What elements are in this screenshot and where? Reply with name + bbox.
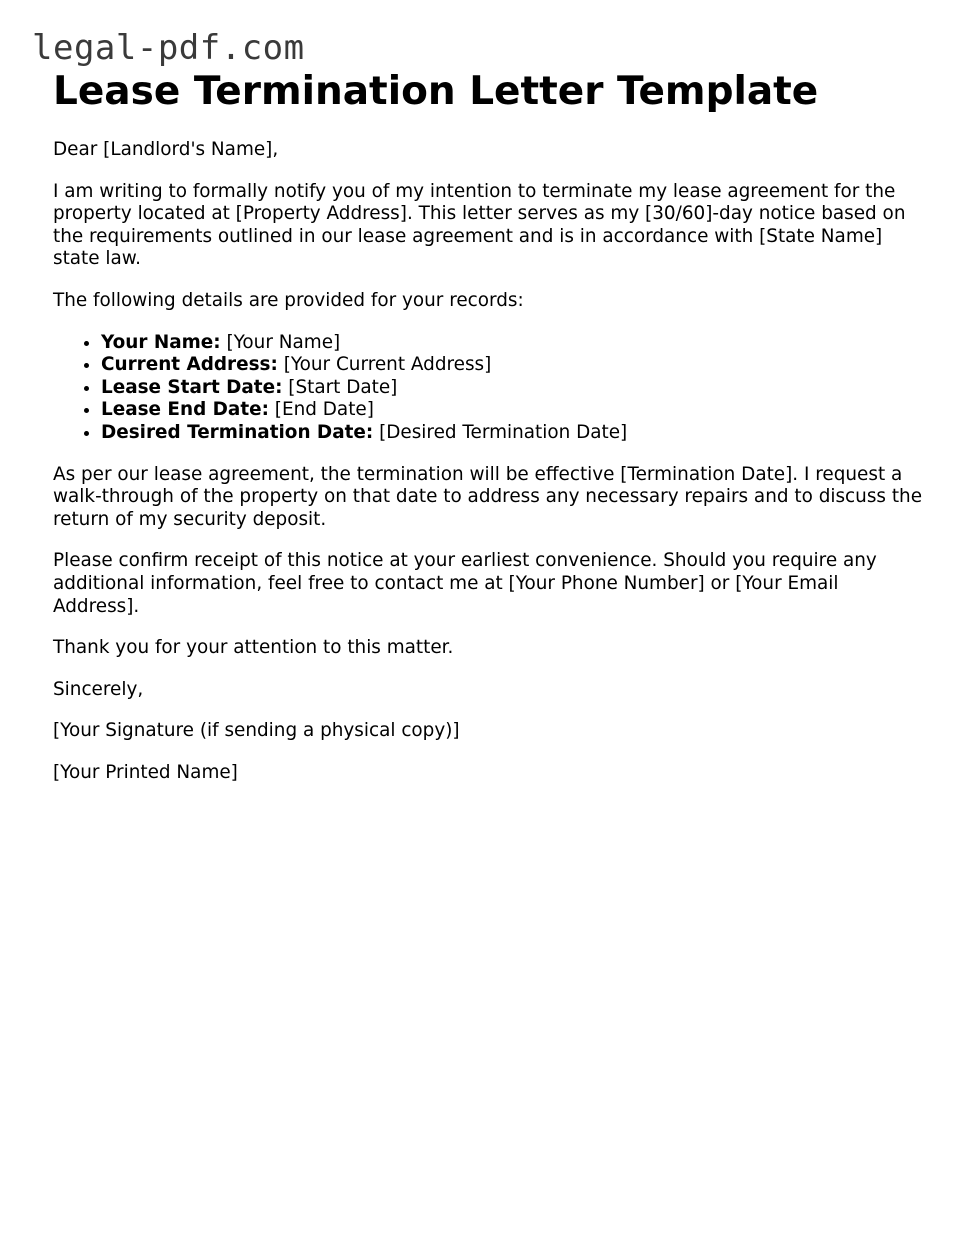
document-title: Lease Termination Letter Template [53,69,819,114]
effective-paragraph: As per our lease agreement, the termination will be effective [Termination Date]. I request a walk-through of the property on that date to address any necessary repairs and to discuss the return of my security deposit. [53,463,923,530]
detail-label: Current Address: [101,354,278,376]
printed-name: [Your Printed Name] [53,761,238,783]
signature-line: [Your Signature (if sending a physical copy)] [53,720,460,742]
intro-paragraph: I am writing to formally notify you of my intention to terminate my lease agreement for the property located at [Property Address]. This letter serves as my [30/60]-day notice based on the requirements outlined in our lease agreement and is in accordance with [State Name] state law. [53,180,906,270]
detail-label: Desired Termination Date: [101,421,374,443]
letter-document [53,68,923,784]
detail-item-current-address [101,354,923,377]
thanks-paragraph: Thank you for your attention to this matter. [53,637,454,659]
confirm-paragraph: Please confirm receipt of this notice at your earliest convenience. Should you require any additional information, feel free to contact me at [Your Phone Number] or [Your Email Address]. [53,550,877,617]
detail-value: [Desired Termination Date] [373,421,628,443]
details-list [53,332,923,445]
detail-item-lease-end-date [101,399,923,422]
detail-label: Your Name: [101,331,221,353]
details-intro: The following details are provided for your records: [53,289,524,311]
detail-value: [Your Name] [220,331,341,353]
site-watermark: legal-pdf.com [32,28,305,68]
detail-item-lease-start-date [101,377,923,400]
closing: Sincerely, [53,678,144,700]
detail-item-your-name [101,332,923,355]
detail-value: [End Date] [268,399,374,421]
detail-value: [Your Current Address] [277,354,492,376]
detail-item-desired-termination-date [101,422,923,445]
greeting: Dear [Landlord's Name], [53,139,279,160]
detail-label: Lease Start Date: [101,376,283,398]
detail-value: [Start Date] [282,376,398,398]
detail-label: Lease End Date: [101,399,269,421]
